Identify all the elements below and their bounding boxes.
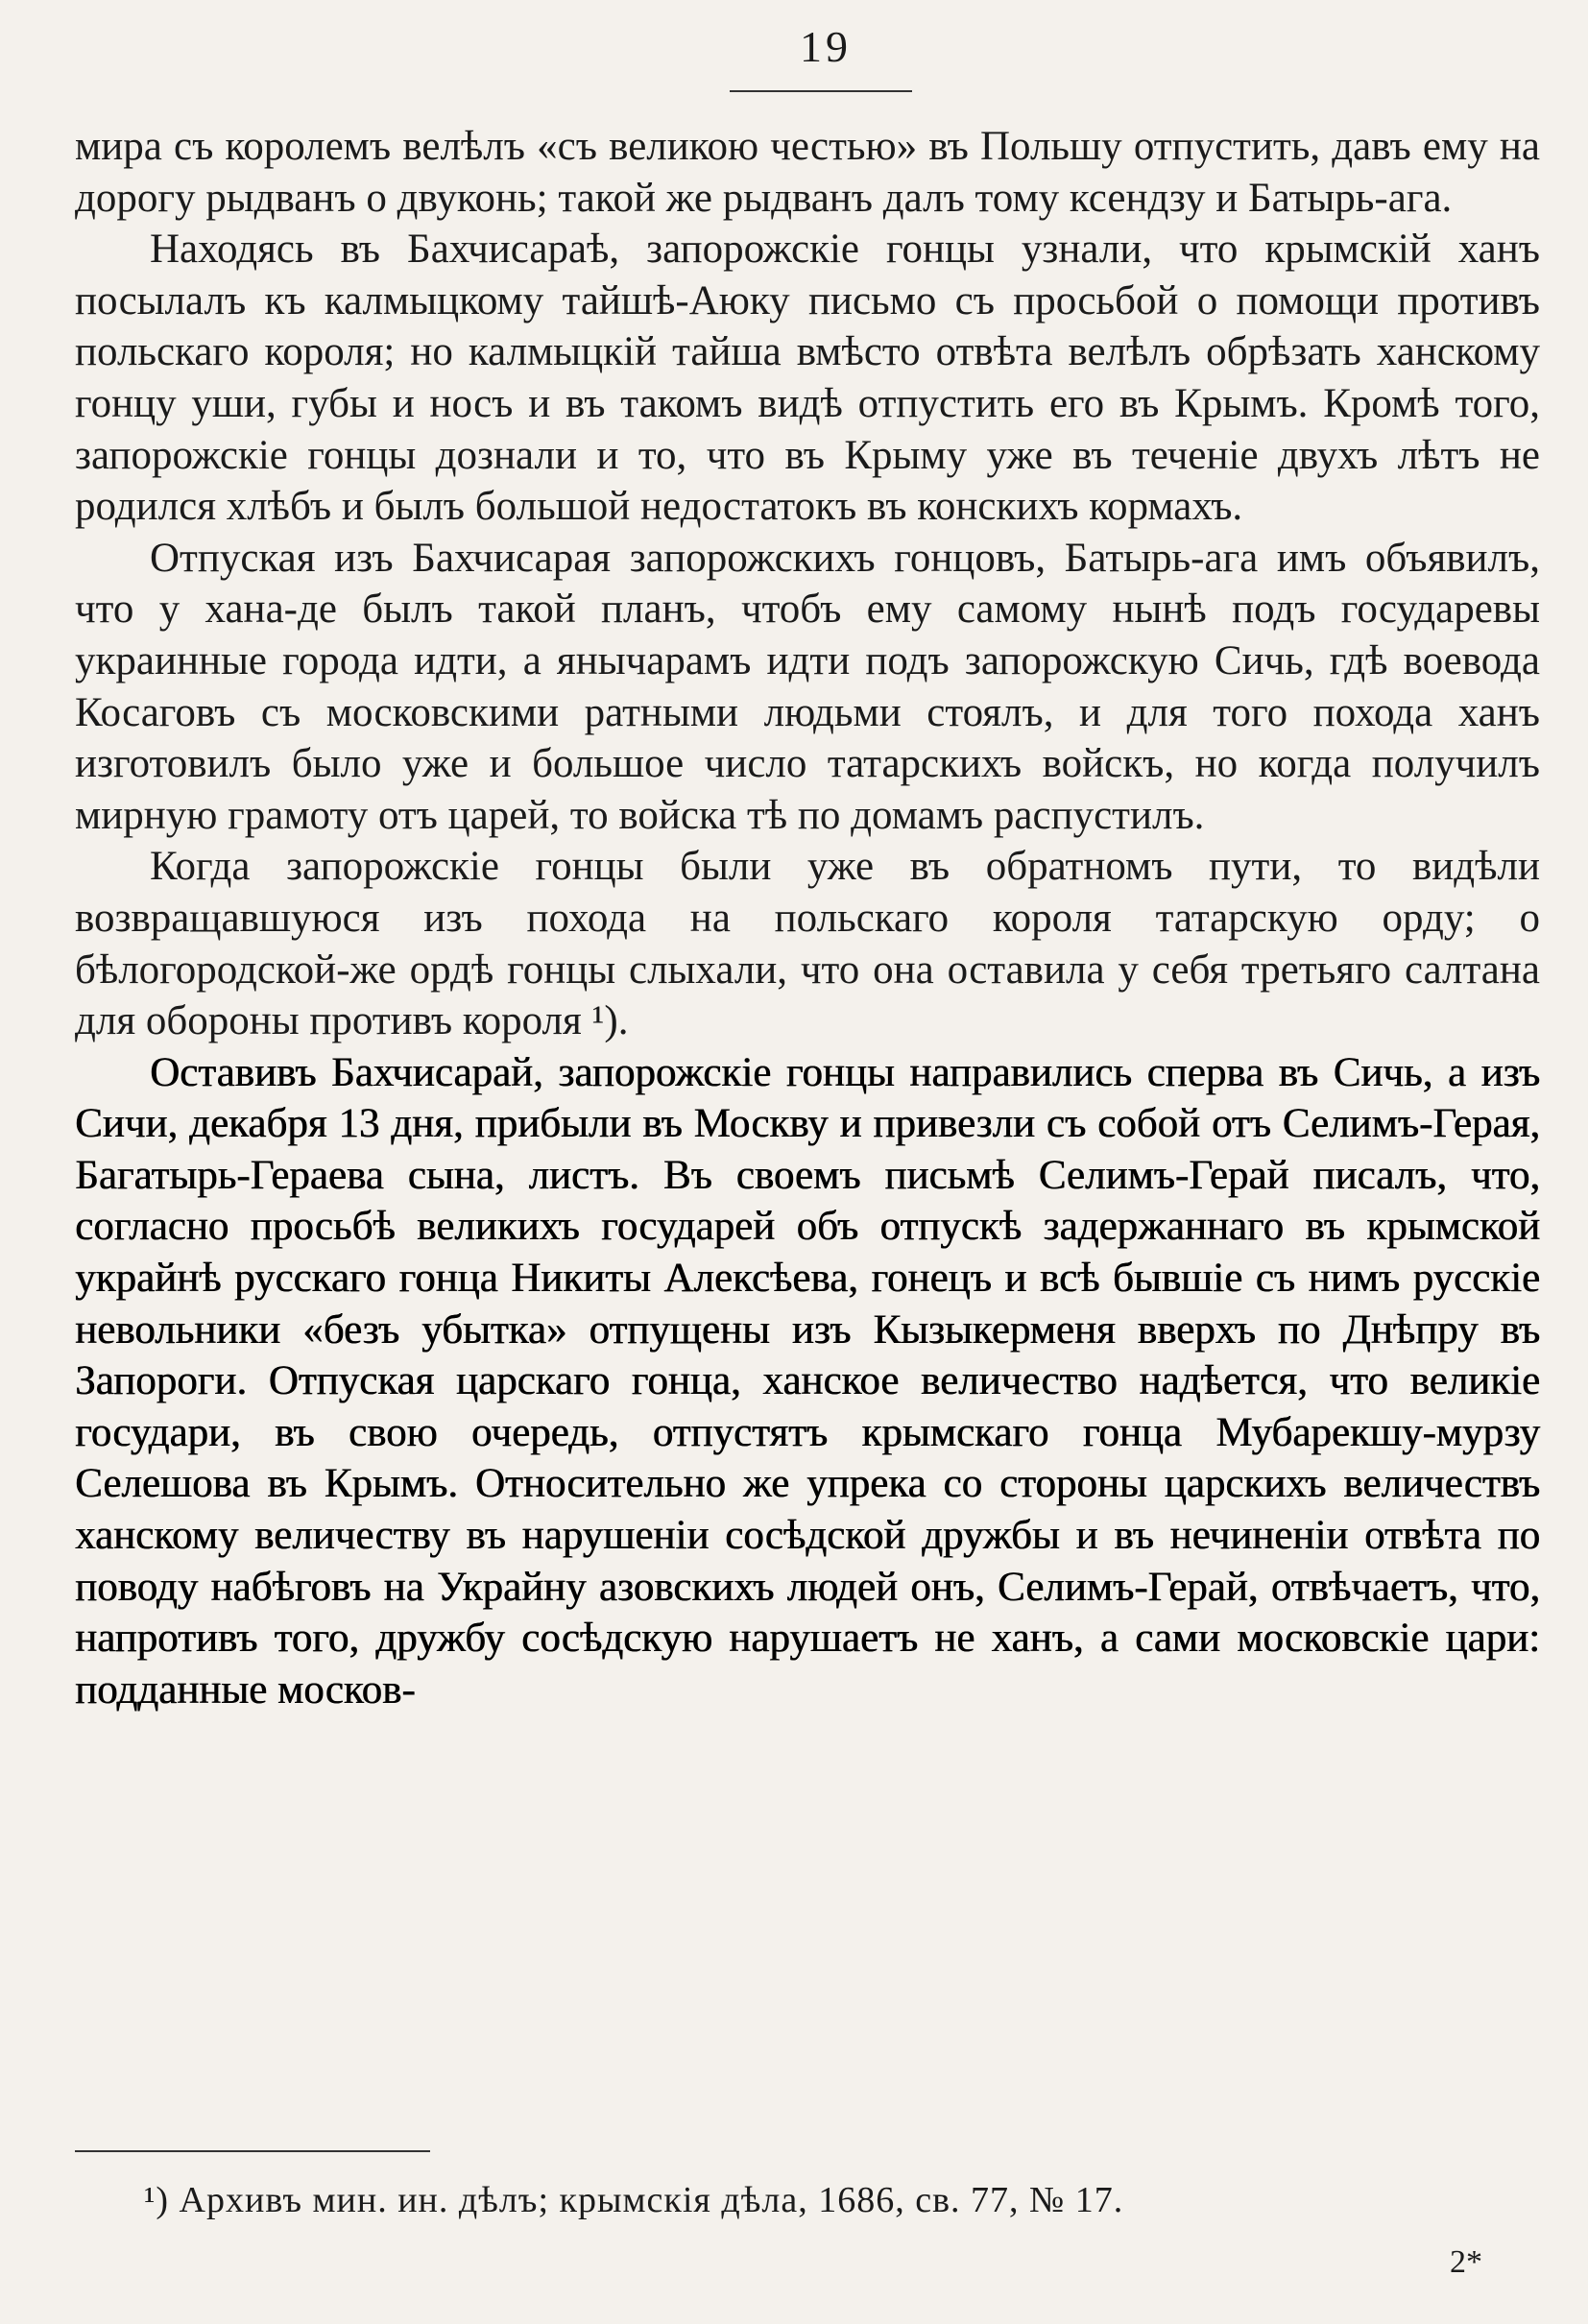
paragraph-2: Находясь въ Бахчисараѣ, запорожскіе гонцы узнали, что крымскій ханъ посылалъ къ калмыцкому тайшѣ-Аюку письмо съ просьбой о помощи противъ польскаго короля; но калмыцкій тайша вмѣсто отвѣта велѣлъ обрѣзать ханскому гонцу уши, губы и носъ и въ такомъ видѣ отпустить его въ Крымъ. Кромѣ того, запорожскіе гонцы дознали и то, что въ Крыму уже въ теченіе двухъ лѣтъ не родился хлѣбъ и былъ большой недостатокъ въ конскихъ кормахъ.: [75, 227, 1540, 530]
paragraph-4: Когда запорожскіе гонцы были уже въ обратномъ пути, то видѣли возвращавшуюся изъ похода на польскаго короля татарскую орду; о бѣлогородской-же ордѣ гонцы слыхали, что она оставила у себя третьяго салтана для обороны противъ короля ¹).: [75, 844, 1540, 1044]
body-text: [75, 121, 1540, 1715]
paragraph-5: Оставивъ Бахчисарай, запорожскіе гонцы направились сперва въ Сичь, а изъ Сичи, декабря 13 дня, прибыли въ Москву и привезли съ собой отъ Селимъ-Герая, Багатырь-Гераева сына, листъ. Въ своемъ письмѣ Селимъ-Герай писалъ, что, согласно просьбѣ великихъ государей объ отпускѣ задержаннаго въ крымской украйнѣ русскаго гонца Никиты Алексѣева, гонецъ и всѣ бывшіе съ нимъ русскіе невольники «безъ убытка» отпущены изъ Кызыкерменя вверхъ по Днѣпру въ Запороги. Отпуская царскаго гонца, ханское величество надѣется, что великіе государи, въ свою очередь, отпустятъ крымскаго гонца Мубарекшу-мурзу Селешова въ Крымъ. Относительно же упрека со стороны царскихъ величествъ ханскому величеству въ нарушеніи сосѣдской дружбы и въ нечиненіи отвѣта по поводу набѣговъ на Украйну азовскихъ людей онъ, Селимъ-Герай, отвѣчаетъ, что, напротивъ того, дружбу сосѣдскую нарушаетъ не ханъ, а сами московскіе цари: подданные москов-: [75, 1049, 1540, 1713]
footnote-rule: [75, 2150, 430, 2152]
header-rule: [730, 90, 912, 92]
paragraph-3: Отпуская изъ Бахчисарая запорожскихъ гонцовъ, Батырь-ага имъ объявилъ, что у хана-де былъ такой планъ, чтобъ ему самому нынѣ подъ государевы украинные города идти, а янычарамъ идти подъ запорожскую Сичь, гдѣ воевода Косаговъ съ московскими ратными людьми стоялъ, и для того похода ханъ изготовилъ было уже и большое число татарскихъ войскъ, но когда получилъ мирную грамоту отъ царей, то войска тѣ по домамъ распустилъ.: [75, 535, 1540, 838]
page-number: 19: [800, 22, 852, 71]
footnote: ¹) Архивъ мин. ин. дѣлъ; крымскія дѣла, 1686, св. 77, № 17.: [144, 2180, 1124, 2220]
signature-mark: 2*: [1450, 2244, 1482, 2280]
paragraph-1: мира съ королемъ велѣлъ «съ великою честью» въ Польшу отпустить, давъ ему на дорогу рыдванъ о двуконь; такой же рыдванъ далъ тому ксендзу и Батырь-ага.: [75, 124, 1540, 221]
